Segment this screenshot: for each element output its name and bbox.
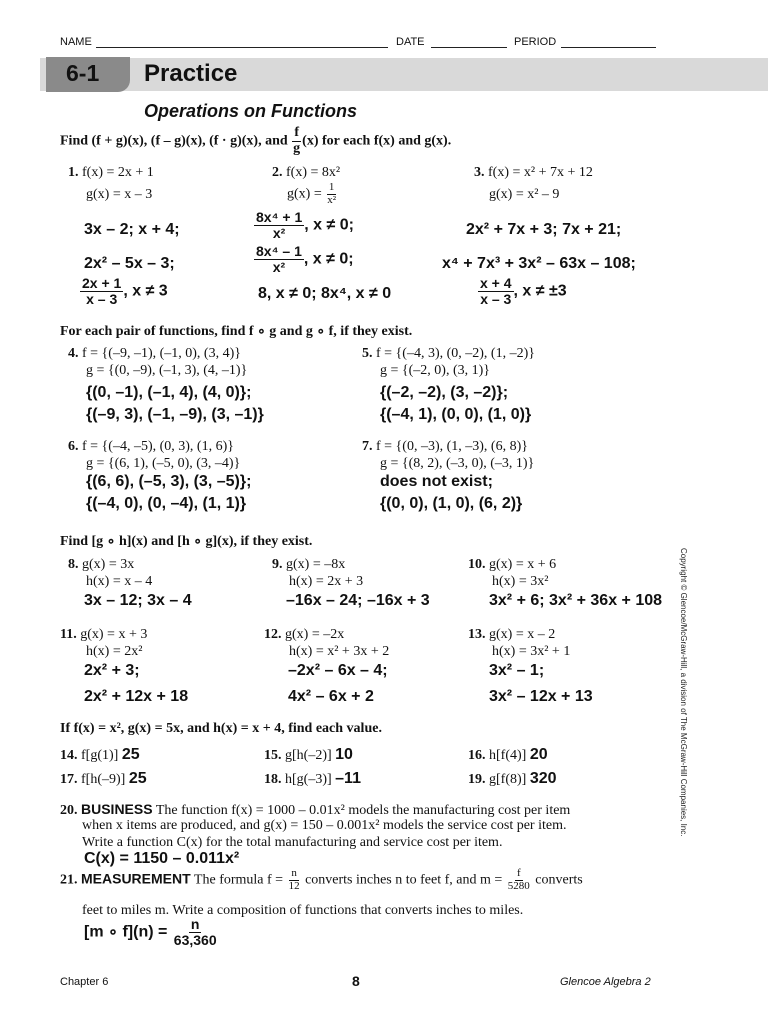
problem-12-answer-2: 4x² – 6x + 2 (288, 688, 374, 705)
problem-2-answer-3: 8, x ≠ 0; 8x⁴, x ≠ 0 (258, 285, 392, 302)
problem-4-f: 4. f = {(–9, –1), (–1, 0), (3, 4)} (68, 346, 241, 361)
problem-4-answer-2: {(–9, 3), (–1, –9), (3, –1)} (86, 406, 264, 423)
problem-8-answer: 3x – 12; 3x – 4 (84, 592, 192, 609)
problem-14: 14. f[g(1)] 25 (60, 746, 140, 763)
problem-7-g: g = {(8, 2), (–3, 0), (–3, 1)} (380, 456, 535, 471)
problem-6-answer-2: {(–4, 0), (0, –4), (1, 1)} (86, 495, 247, 512)
section4-instruction: If f(x) = x², g(x) = 5x, and h(x) = x + 4, find each value. (60, 721, 382, 736)
problem-4-g: g = {(0, –9), (–1, 3), (4, –1)} (86, 363, 248, 378)
period-label: PERIOD (514, 36, 557, 48)
problem-18: 18. h[g(–3)] –11 (264, 770, 361, 787)
problem-7-answer-1: does not exist; (380, 473, 493, 490)
problem-8-h: h(x) = x – 4 (86, 574, 153, 589)
problem-13-h: h(x) = 3x² + 1 (492, 644, 571, 659)
problem-6-f: 6. f = {(–4, –5), (0, 3), (1, 6)} (68, 439, 234, 454)
period-line (561, 47, 656, 48)
problem-8-g: 8. g(x) = 3x (68, 557, 135, 572)
problem-5-f: 5. f = {(–4, 3), (0, –2), (1, –2)} (362, 346, 535, 361)
problem-6-answer-1: {(6, 6), (–5, 3), (3, –5)}; (86, 473, 252, 490)
problem-20-line-3: Write a function C(x) for the total manufacturing and service cost per item. (82, 835, 503, 850)
problem-2-answer-2: $\frac{\text{8x⁴ – 1}}{\text{x²}}$ , x ≠ 0; (256, 243, 354, 275)
problem-6-g: g = {(6, 1), (–5, 0), (3, –4)} (86, 456, 241, 471)
problem-13-answer-1: 3x² – 1; (489, 662, 545, 679)
footer-book-title: Glencoe Algebra 2 (560, 976, 651, 988)
problem-11-h: h(x) = 2x² (86, 644, 143, 659)
section1-instruction: Find (f + g)(x), (f – g)(x), (f · g)(x), and $\frac{f}{g}$ (x) for each f(x) and g(x). (60, 125, 452, 156)
problem-11-g: 11. g(x) = x + 3 (60, 627, 148, 642)
problem-21-answer: [m ∘ f](n) = $\frac{n}{63,360}$ (84, 916, 217, 948)
problem-3-answer-1: 2x² + 7x + 3; 7x + 21; (466, 221, 622, 238)
problem-9-h: h(x) = 2x + 3 (289, 574, 364, 589)
footer-page-number: 8 (352, 973, 360, 989)
problem-20-line-1: 20. BUSINESS The function f(x) = 1000 – 0.01x² models the manufacturing cost per item (60, 801, 571, 818)
f-over-g-fraction: $\frac{f}{g}$ (293, 125, 301, 156)
lesson-title: Operations on Functions (144, 101, 358, 121)
problem-13-answer-2: 3x² – 12x + 13 (489, 688, 593, 705)
problem-16: 16. h[f(4)] 20 (468, 746, 548, 763)
problem-7-f: 7. f = {(0, –3), (1, –3), (6, 8)} (362, 439, 528, 454)
problem-13-g: 13. g(x) = x – 2 (468, 627, 556, 642)
problem-12-g: 12. g(x) = –2x (264, 627, 345, 642)
problem-21-line-2: feet to miles m. Write a composition of functions that converts inches to miles. (82, 903, 524, 918)
section2-instruction: For each pair of functions, find f ∘ g and g ∘ f, if they exist. (60, 324, 413, 339)
problem-3-answer-3: $\frac{x + 4}{x - 3}$ , x ≠ ±3 (480, 275, 567, 307)
problem-1-g: g(x) = x – 3 (86, 187, 153, 202)
problem-10-answer: 3x² + 6; 3x² + 36x + 108 (489, 592, 663, 609)
date-line (431, 47, 507, 48)
problem-3-f: 3. f(x) = x² + 7x + 12 (474, 165, 593, 180)
lesson-type: Practice (144, 60, 238, 87)
problem-1-answer-1: 3x – 2; x + 4; (84, 221, 180, 238)
footer-chapter: Chapter 6 (60, 976, 109, 988)
problem-4-answer-1: {(0, –1), (–1, 4), (4, 0)}; (86, 384, 252, 401)
copyright-notice: Copyright © Glencoe/McGraw-Hill, a division of The McGraw-Hill Companies, Inc. (679, 548, 688, 837)
problem-3-answer-2: x⁴ + 7x³ + 3x² – 63x – 108; (442, 255, 636, 272)
problem-9-answer: –16x – 24; –16x + 3 (286, 592, 430, 609)
problem-2-answer-1: $\frac{\text{8x⁴ + 1}}{\text{x²}}$ , x ≠ 0; (256, 209, 354, 241)
problem-1-answer-3: $\frac{2x + 1}{x - 3}$ , x ≠ 3 (82, 275, 168, 307)
problem-11-answer-1: 2x² + 3; (84, 662, 140, 679)
problem-9-g: 9. g(x) = –8x (272, 557, 346, 572)
name-label: NAME (60, 36, 92, 48)
problem-2-f: 2. f(x) = 8x² (272, 165, 341, 180)
problem-20-line-2: when x items are produced, and g(x) = 150 – 0.001x² models the service cost per item. (82, 818, 567, 833)
problem-10-g: 10. g(x) = x + 6 (468, 557, 557, 572)
problem-11-answer-2: 2x² + 12x + 18 (84, 688, 189, 705)
problem-1-answer-2: 2x² – 5x – 3; (84, 255, 175, 272)
name-line (96, 47, 388, 48)
problem-12-answer-1: –2x² – 6x – 4; (288, 662, 388, 679)
problem-19: 19. g[f(8)] 320 (468, 770, 557, 787)
problem-5-answer-1: {(–2, –2), (3, –2)}; (380, 384, 509, 401)
date-label: DATE (396, 36, 425, 48)
problem-1-f: 1. f(x) = 2x + 1 (68, 165, 154, 180)
problem-15: 15. g[h(–2)] 10 (264, 746, 353, 763)
problem-5-answer-2: {(–4, 1), (0, 0), (1, 0)} (380, 406, 532, 423)
problem-17: 17. f[h(–9)] 25 (60, 770, 147, 787)
section3-instruction: Find [g ∘ h](x) and [h ∘ g](x), if they exist. (60, 534, 313, 549)
problem-10-h: h(x) = 3x² (492, 574, 549, 589)
lesson-number: 6-1 (66, 60, 100, 86)
problem-7-answer-2: {(0, 0), (1, 0), (6, 2)} (380, 495, 523, 512)
problem-12-h: h(x) = x² + 3x + 2 (289, 644, 390, 659)
problem-2-g: g(x) = $\frac{1}{\text{x²}}$ (287, 181, 337, 206)
problem-20-answer: C(x) = 1150 – 0.011x² (84, 850, 240, 867)
problem-3-g: g(x) = x² – 9 (489, 187, 560, 202)
problem-21-line-1: 21. MEASUREMENT The formula f = $\frac{n}{12}$ converts inches n to feet f, and m = $\frac{f}{5280}$ converts (60, 867, 583, 892)
problem-5-g: g = {(–2, 0), (3, 1)} (380, 363, 490, 378)
